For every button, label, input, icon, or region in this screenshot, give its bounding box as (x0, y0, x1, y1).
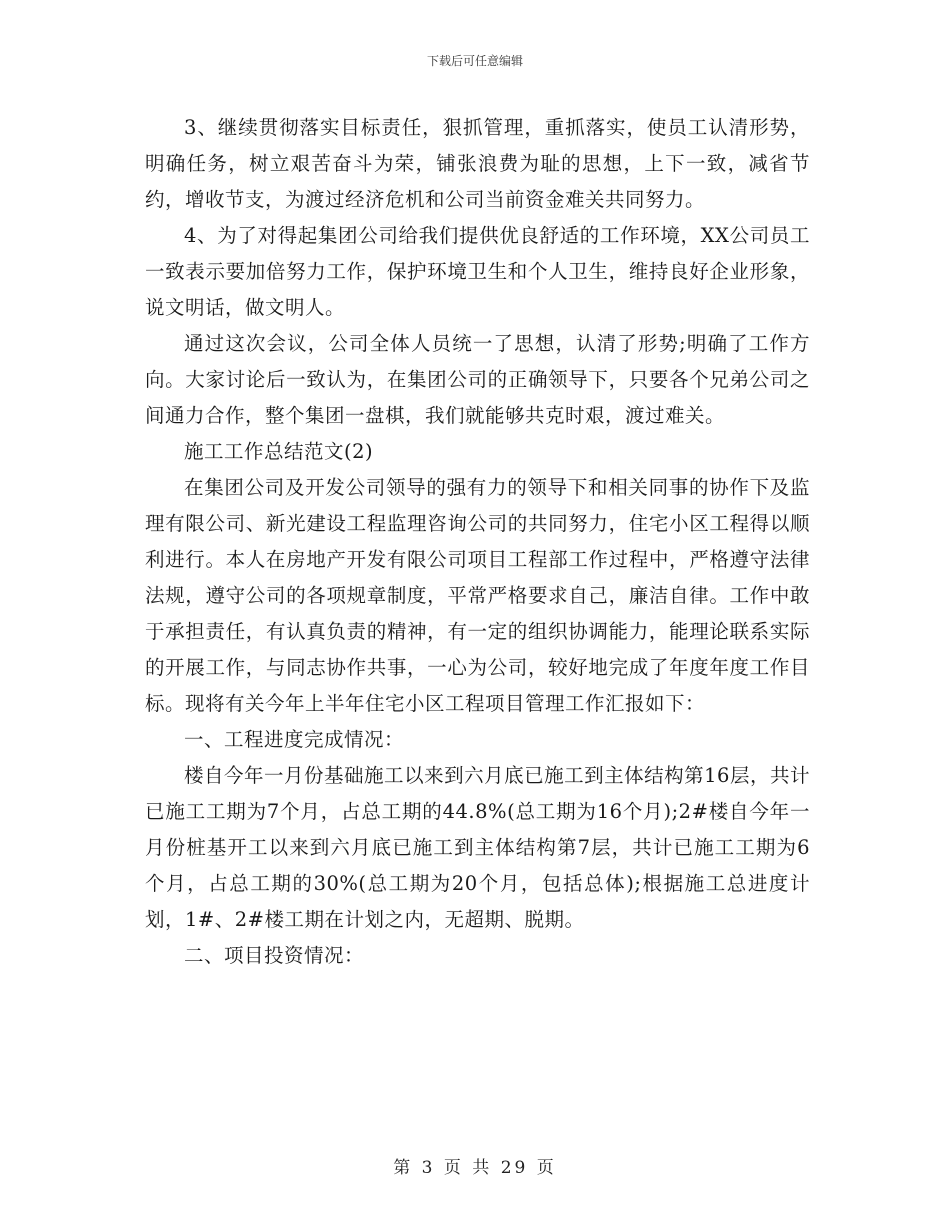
section-title: 施工工作总结范文(2) (184, 440, 374, 463)
paragraph-intro: 在集团公司及开发公司领导的强有力的领导下和相关同事的协作下及监理有限公司、新光建设工程监理咨询公司的共同努力，住宅小区工程得以顺利进行。本人在房地产开发有限公司项目工程部工作过程中，严格遵守法律法规，遵守公司的各项规章制度，平常严格要求自己，廉洁自律。工作中敢于承担责任，有认真负责的精神，有一定的组织协调能力，能理论联系实际的开展工作，与同志协作共事，一心为公司，较好地完成了年度年度工作目标。现将有关今年上半年住宅小区工程项目管理工作汇报如下： (145, 476, 810, 715)
heading-investment: 二、项目投资情况： (184, 944, 365, 967)
paragraph-item-4: 4、为了对得起集团公司给我们提供优良舒适的工作环境，XX公司员工一致表示要加倍努力工作，保护环境卫生和个人卫生，维持良好企业形象，说文明话，做文明人。 (145, 224, 810, 319)
paragraph-item-3: 3、继续贯彻落实目标责任，狠抓管理，重抓落实，使员工认清形势，明确任务，树立艰苦奋斗为荣，铺张浪费为耻的思想，上下一致，减省节约，增收节支，为渡过经济危机和公司当前资金难关共同努力。 (145, 116, 810, 211)
page-header: 下载后可任意编辑 (426, 54, 523, 68)
paragraph-meeting-summary: 通过这次会议，公司全体人员统一了思想，认清了形势;明确了工作方向。大家讨论后一致认为，在集团公司的正确领导下，只要各个兄弟公司之间通力合作，整个集团一盘棋，我们就能够共克时艰，渡过难关。 (145, 332, 810, 427)
paragraph-progress: 楼自今年一月份基础施工以来到六月底已施工到主体结构第16层，共计已施工工期为7个月，占总工期的44.8%(总工期为16个月);2#楼自今年一月份桩基开工以来到六月底已施工到主体结构第7层，共计已施工工期为6个月，占总工期的30%(总工期为20个月，包括总体);根据施工总进度计划，1#、2#楼工期在计划之内，无超期、脱期。 (145, 764, 810, 931)
page-footer: 第 3 页 共 29 页 (393, 1158, 557, 1178)
document-body (145, 110, 810, 974)
heading-progress: 一、工程进度完成情况： (184, 728, 405, 751)
